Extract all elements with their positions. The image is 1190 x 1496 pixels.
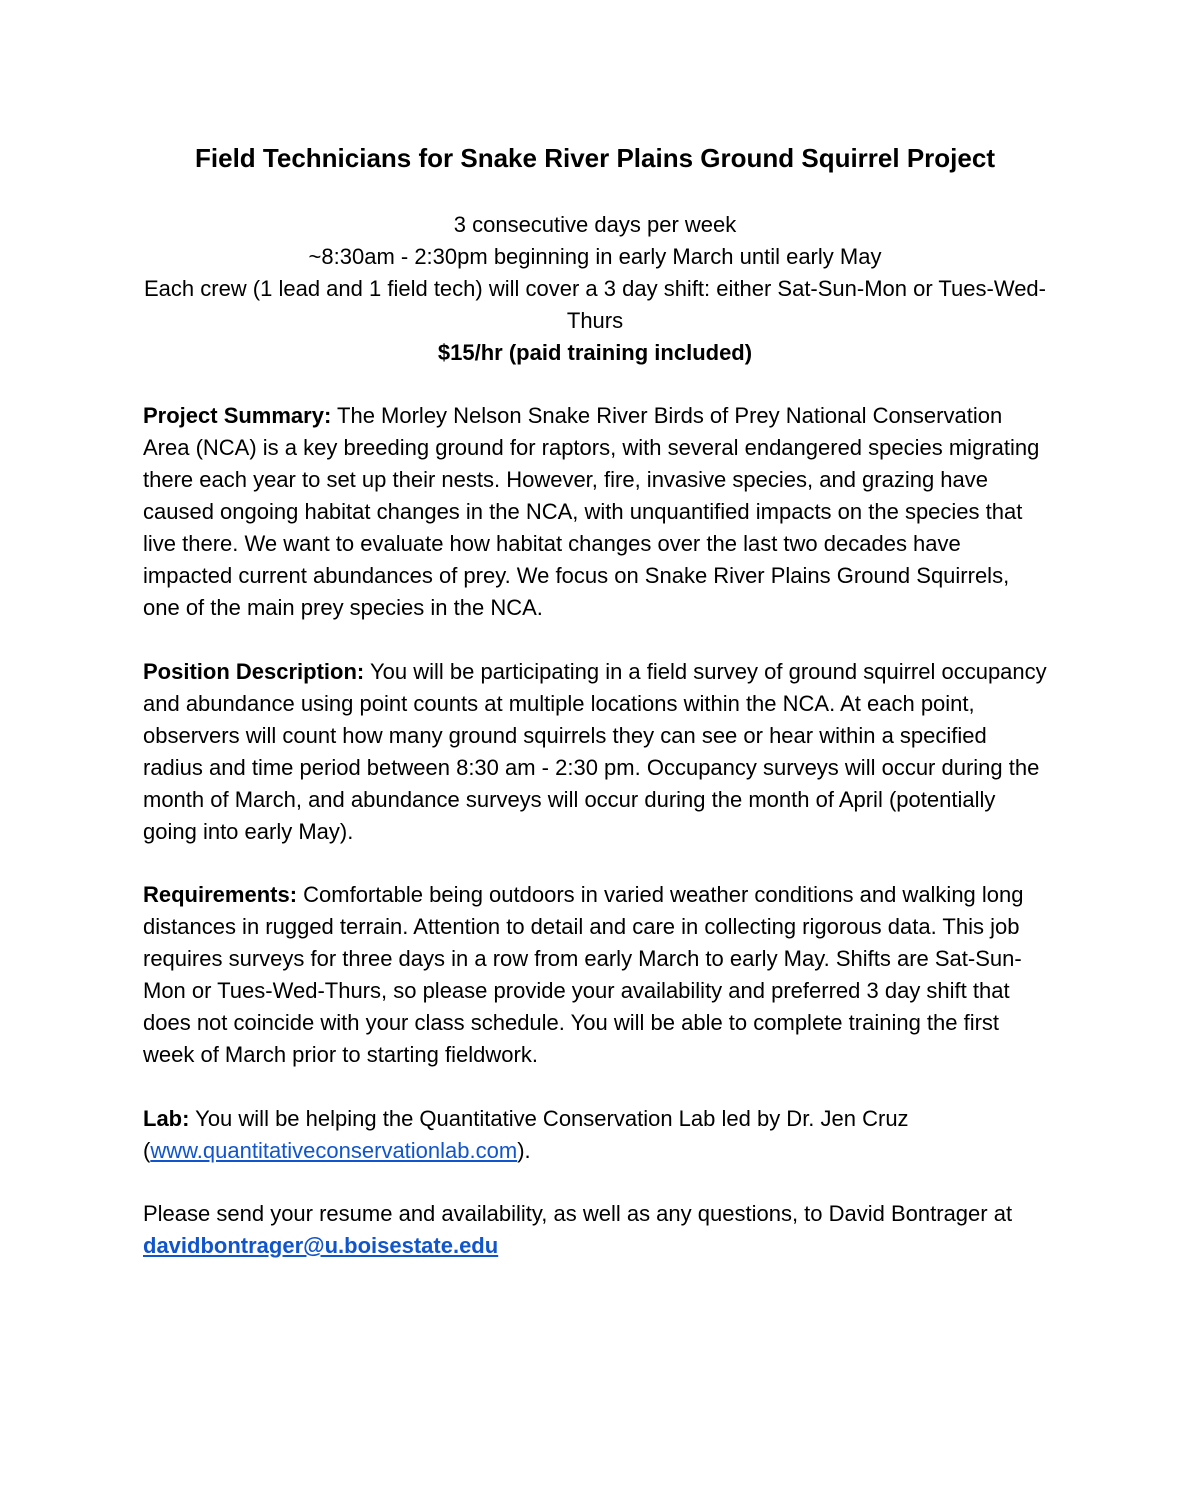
- contact-paragraph: [143, 1198, 1047, 1262]
- position-description-heading: Position Description:: [143, 658, 365, 684]
- lab-paragraph: [143, 1103, 1047, 1167]
- contact-text: Please send your resume and availability, as well as any questions, to David Bontrager at: [143, 1201, 1013, 1226]
- lab-heading: Lab:: [143, 1105, 190, 1131]
- lab-text: You will be helping the Quantitative Conservation Lab led by Dr. Jen Cruz: [195, 1105, 909, 1131]
- pay-rate: $15/hr (paid training included): [437, 340, 753, 365]
- project-summary-text: The Morley Nelson Snake River Birds of Prey National Conservation Area (NCA) is a key breeding ground for raptors, with several endangered species migrating there each year to set up their nests. However, fire, invasive species, and grazing have caused ongoing habitat changes in the NCA, with unquantified impacts on the species that live there. We want to evaluate how habitat changes over the last two decades have impacted current abundances of prey. We focus on Snake River Plains Ground Squirrels, one of the main prey species in the NCA.: [143, 403, 1040, 620]
- schedule-shifts: Each crew (1 lead and 1 field tech) will cover a 3 day shift: either Sat-Sun-Mon or Tues-Wed-Thurs: [143, 276, 1046, 333]
- page-title: Field Technicians for Snake River Plains Ground Squirrel Project: [195, 143, 995, 173]
- project-summary-paragraph: [143, 400, 1047, 624]
- contact-email-link[interactable]: davidbontrager@u.boisestate.edu: [143, 1233, 499, 1258]
- document-body: [143, 400, 1047, 1294]
- position-description-text: You will be participating in a field survey of ground squirrel occupancy and abundance using point counts at multiple locations within the NCA. At each point, observers will count how many ground squirrels they can see or hear within a specified radius and time period between 8:30 am - 2:30 pm. Occupancy surveys will occur during the month of March, and abundance surveys will occur during the month of April (potentially going into early May).: [143, 658, 1047, 844]
- project-summary-heading: Project Summary:: [143, 403, 332, 428]
- requirements-heading: Requirements:: [143, 882, 298, 907]
- lab-close-paren: ).: [517, 1137, 531, 1163]
- schedule-block: [143, 209, 1047, 369]
- lab-open-paren: (: [143, 1137, 151, 1163]
- requirements-paragraph: [143, 879, 1047, 1071]
- schedule-hours: ~8:30am - 2:30pm beginning in early March until early May: [308, 244, 882, 269]
- schedule-days: 3 consecutive days per week: [453, 212, 737, 237]
- lab-website-link[interactable]: www.quantitativeconservationlab.com: [150, 1137, 518, 1163]
- position-description-paragraph: [143, 656, 1047, 848]
- requirements-text: Comfortable being outdoors in varied weather conditions and walking long distances in rugged terrain. Attention to detail and care in collecting rigorous data. This job requires surveys for three days in a row from early March to early May. Shifts are Sat-Sun-Mon or Tues-Wed-Thurs, so please provide your availability and preferred 3 day shift that does not coincide with your class schedule. You will be able to complete training the first week of March prior to starting fieldwork.: [143, 882, 1024, 1067]
